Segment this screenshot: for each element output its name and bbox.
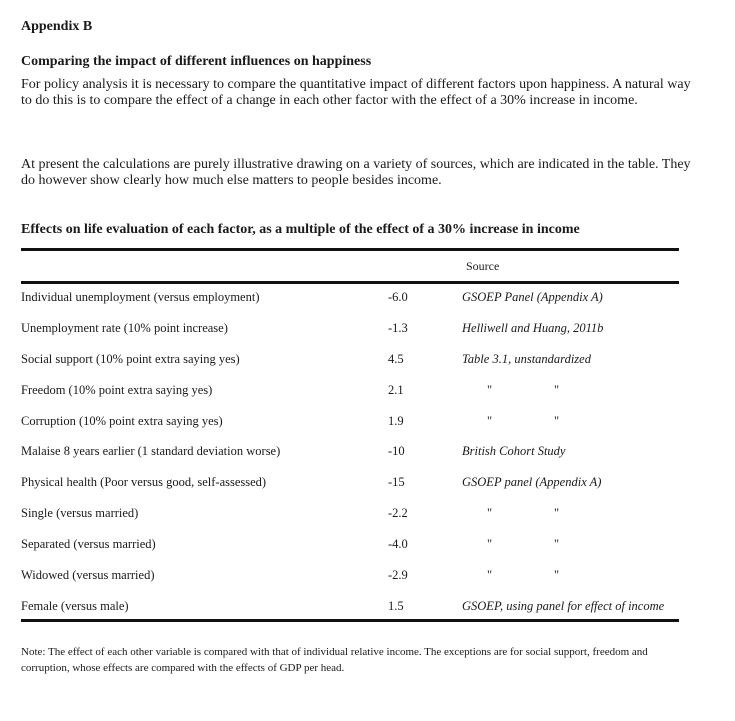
table-row — [21, 537, 679, 557]
source-cell: GSOEP Panel (Appendix A) — [462, 290, 603, 304]
value-cell: 1.9 — [388, 414, 404, 428]
ditto-mark: " — [487, 414, 493, 428]
table-bottom-rule — [21, 619, 679, 622]
source-cell: British Cohort Study — [462, 444, 566, 458]
table-note: Note: The effect of each other variable is compared with that of individual relative income. The exceptions are for social support, freedom and corruption, whose effects are compared with the effects of GDP per head. — [21, 646, 648, 674]
section-title: Comparing the impact of different influences on happiness — [21, 54, 372, 69]
table-row — [21, 475, 679, 495]
table-title: Effects on life evaluation of each factor, as a multiple of the effect of a 30% increase in income — [21, 222, 580, 237]
table-header-rule — [21, 281, 679, 284]
table-row — [21, 568, 679, 588]
factor-cell: Unemployment rate (10% point increase) — [21, 321, 228, 335]
factor-cell: Freedom (10% point extra saying yes) — [21, 383, 213, 397]
value-cell: 1.5 — [388, 599, 404, 613]
factor-cell: Female (versus male) — [21, 599, 129, 613]
paragraph-1: For policy analysis it is necessary to compare the quantitative impact of different factors upon happiness. A natural way to do this is to compare the effect of a change in each other factor with the effect of a 30% increase in income. — [21, 77, 691, 108]
table-row — [21, 444, 679, 464]
value-cell: -2.2 — [388, 506, 408, 520]
ditto-mark: " — [554, 568, 560, 582]
ditto-mark: " — [487, 383, 493, 397]
factor-cell: Single (versus married) — [21, 506, 139, 520]
value-cell: 4.5 — [388, 352, 404, 366]
source-cell: Table 3.1, unstandardized — [462, 352, 591, 366]
appendix-title: Appendix B — [21, 19, 93, 34]
source-column-header: Source — [466, 259, 500, 273]
ditto-mark: " — [487, 506, 493, 520]
table-top-rule — [21, 248, 679, 251]
table-row — [21, 599, 679, 619]
value-cell: -2.9 — [388, 568, 408, 582]
table-row — [21, 506, 679, 526]
value-cell: -15 — [388, 475, 405, 489]
value-cell: -1.3 — [388, 321, 408, 335]
value-cell: -10 — [388, 444, 405, 458]
value-cell: -4.0 — [388, 537, 408, 551]
source-cell: GSOEP, using panel for effect of income — [462, 599, 665, 613]
factor-cell: Physical health (Poor versus good, self-assessed) — [21, 475, 267, 489]
table-row — [21, 352, 679, 372]
ditto-mark: " — [554, 414, 560, 428]
factor-cell: Widowed (versus married) — [21, 568, 155, 582]
ditto-mark: " — [554, 537, 560, 551]
ditto-mark: " — [487, 537, 493, 551]
source-cell: GSOEP panel (Appendix A) — [462, 475, 602, 489]
value-cell: 2.1 — [388, 383, 404, 397]
table-row — [21, 414, 679, 434]
ditto-mark: " — [554, 383, 560, 397]
ditto-mark: " — [554, 506, 560, 520]
factor-cell: Separated (versus married) — [21, 537, 156, 551]
ditto-mark: " — [487, 568, 493, 582]
paragraph-2: At present the calculations are purely illustrative drawing on a variety of sources, which are indicated in the table. They do however show clearly how much else matters to people besides income. — [21, 157, 691, 188]
table-row — [21, 383, 679, 403]
factor-cell: Individual unemployment (versus employment) — [21, 290, 260, 304]
source-cell: Helliwell and Huang, 2011b — [462, 321, 604, 335]
table-row — [21, 321, 679, 341]
value-cell: -6.0 — [388, 290, 408, 304]
factor-cell: Malaise 8 years earlier (1 standard deviation worse) — [21, 444, 281, 458]
factor-cell: Social support (10% point extra saying yes) — [21, 352, 240, 366]
table-row — [21, 290, 679, 310]
factor-cell: Corruption (10% point extra saying yes) — [21, 414, 223, 428]
